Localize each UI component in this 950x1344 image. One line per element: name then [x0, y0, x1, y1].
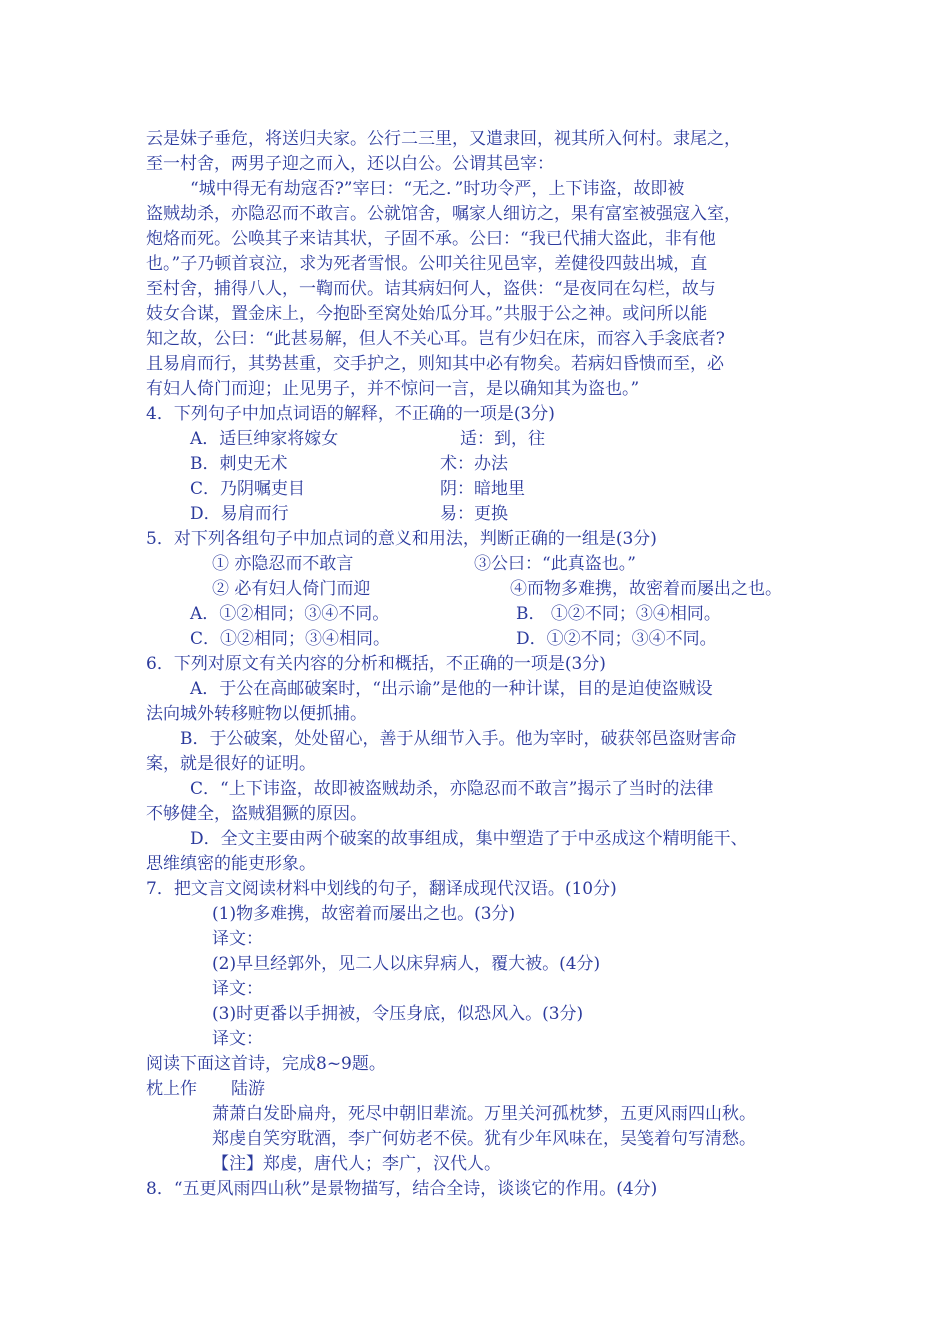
- q7-sentence-3: (3)时更番以手拥被，令压身底，似恐风入。(3分): [212, 1004, 584, 1024]
- question-7-stem: 7．把文言文阅读材料中划线的句子，翻译成现代汉语。(10分): [146, 879, 617, 899]
- q5-sentence-2: ② 必有妇人倚门而迎: [212, 579, 371, 599]
- passage-line: 知之故，公曰：“此甚易解，但人不关心耳。岂有少妇在床，而容入手衾底者?: [146, 329, 725, 349]
- question-5-stem: 5．对下列各组句子中加点词的意义和用法，判断正确的一组是(3分): [146, 529, 657, 549]
- q4-option-a-gloss: 适：到，往: [460, 429, 545, 449]
- poem-note: 【注】郑虔，唐代人；李广，汉代人。: [212, 1154, 501, 1174]
- q5-sentence-3: ③公曰：“此真盗也。”: [474, 554, 636, 574]
- question-4-stem: 4．下列句子中加点词语的解释，不正确的一项是(3分): [146, 404, 555, 424]
- q4-option-c: C．乃阴嘱吏目: [190, 479, 306, 499]
- q7-translation-3-label: 译文：: [212, 1029, 263, 1049]
- q6-option-d-cont: 思维缜密的能吏形象。: [146, 854, 316, 874]
- q4-option-b: B．刺史无术: [190, 454, 288, 474]
- passage-line: 至一村舍，两男子迎之而入，还以白公。公谓其邑宰：: [146, 154, 554, 174]
- q4-option-d-gloss: 易：更换: [440, 504, 508, 524]
- q4-option-c-gloss: 阴：暗地里: [440, 479, 525, 499]
- poem-intro: 阅读下面这首诗，完成8~9题。: [146, 1054, 386, 1074]
- q6-option-b: B．于公破案，处处留心，善于从细节入手。他为宰时，破获邻邑盗财害命: [180, 729, 737, 749]
- q6-option-c: C．“上下讳盗，故即被盗贼劫杀，亦隐忍而不敢言”揭示了当时的法律: [190, 779, 714, 799]
- passage-line: 妓女合谋，置金床上，今抱卧至窝处始瓜分耳。”共服于公之神。或问所以能: [146, 304, 708, 324]
- poem-title: 枕上作 陆游: [146, 1079, 265, 1099]
- q7-translation-1-label: 译文：: [212, 929, 263, 949]
- q5-sentence-4: ④而物多难携，故密着而屡出之也。: [510, 579, 782, 599]
- q5-option-c: C．①②相同；③④相同。: [190, 629, 391, 649]
- q4-option-b-gloss: 术：办法: [440, 454, 508, 474]
- q5-option-d: D．①②不同；③④不同。: [516, 629, 717, 649]
- passage-line: 云是妹子垂危，将送归夫家。公行二三里，又遣隶回，视其所入何村。隶尾之，: [146, 129, 741, 149]
- q4-option-a: A．适巨绅家将嫁女: [190, 429, 339, 449]
- q5-option-a: A．①②相同；③④不同。: [190, 604, 390, 624]
- q7-sentence-1: (1)物多难携，故密着而屡出之也。(3分): [212, 904, 516, 924]
- passage-line: 至村舍，捕得八人，一鞫而伏。诘其病妇何人，盗供：“是夜同在勾栏，故与: [146, 279, 716, 299]
- q6-option-c-cont: 不够健全，盗贼猖獗的原因。: [146, 804, 367, 824]
- q6-option-a-cont: 法向城外转移赃物以便抓捕。: [146, 704, 367, 724]
- q5-sentence-1: ① 亦隐忍而不敢言: [212, 554, 354, 574]
- passage-line: 有妇人倚门而迎；止见男子，并不惊问一言，是以确知其为盗也。”: [146, 379, 640, 399]
- question-6-stem: 6．下列对原文有关内容的分析和概括，不正确的一项是(3分): [146, 654, 606, 674]
- q6-option-b-cont: 案，就是很好的证明。: [146, 754, 316, 774]
- q5-option-b: B． ①②不同；③④相同。: [516, 604, 721, 624]
- passage-line: 也。”子乃顿首哀泣，求为死者雪恨。公叩关往见邑宰，差健役四鼓出城，直: [146, 254, 708, 274]
- q6-option-a: A．于公在高邮破案时，“出示谕”是他的一种计谋，目的是迫使盗贼设: [190, 679, 713, 699]
- poem-line-2: 郑虔自笑穷耽酒，李广何妨老不侯。犹有少年风味在，吴笺着句写清愁。: [212, 1129, 756, 1149]
- question-8-stem: 8．“五更风雨四山秋”是景物描写，结合全诗，谈谈它的作用。(4分): [146, 1179, 658, 1199]
- passage-line: 盗贼劫杀，亦隐忍而不敢言。公就馆舍，嘱家人细访之，果有富室被强寇入室，: [146, 204, 741, 224]
- passage-line: 且易肩而行，其势甚重，交手护之，则知其中必有物矣。若病妇昏愦而至，必: [146, 354, 724, 374]
- q4-option-d: D．易肩而行: [190, 504, 289, 524]
- passage-line: “城中得无有劫寇否?”宰曰：“无之．”时功令严，上下讳盗，故即被: [190, 179, 685, 199]
- q6-option-d: D．全文主要由两个破案的故事组成，集中塑造了于中丞成这个精明能干、: [190, 829, 748, 849]
- q7-translation-2-label: 译文：: [212, 979, 263, 999]
- passage-line: 炮烙而死。公唤其子来诘其状，子固不承。公曰：“我已代捕大盗此，非有他: [146, 229, 716, 249]
- q7-sentence-2: (2)早旦经郭外，见二人以床舁病人，覆大被。(4分): [212, 954, 601, 974]
- poem-line-1: 萧萧白发卧扁舟，死尽中朝旧辈流。万里关河孤枕梦，五更风雨四山秋。: [212, 1104, 756, 1124]
